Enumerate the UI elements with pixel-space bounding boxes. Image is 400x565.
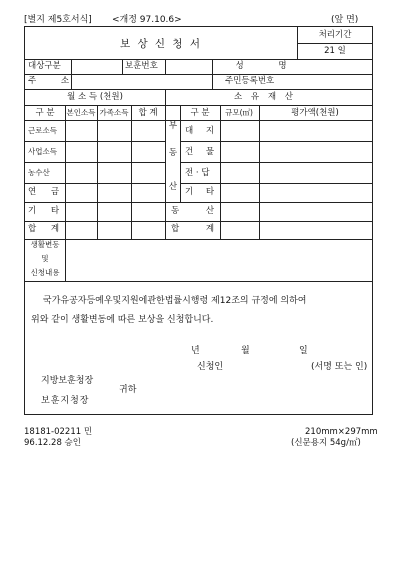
rule	[71, 59, 72, 89]
rule	[165, 89, 166, 239]
date-year-label: 년	[191, 346, 200, 356]
rule	[25, 221, 372, 222]
address-label: 주 소	[28, 76, 70, 86]
recipient-regional: 지방보훈청장	[41, 376, 94, 386]
income-col-self: 본인소득	[66, 108, 96, 117]
income-col-family: 가족소득	[99, 108, 129, 117]
rule	[25, 183, 165, 184]
income-row-label: 연 금	[28, 187, 60, 197]
assets-heading: 소 유 재 산	[234, 92, 296, 102]
rule	[25, 89, 372, 90]
rule	[25, 120, 372, 121]
rule	[297, 27, 298, 59]
revision-note: <개정 97.10.6>	[112, 15, 182, 25]
rule	[25, 74, 372, 75]
rule	[180, 183, 372, 184]
paper-size: 210mm×297mm	[305, 427, 378, 437]
rule	[25, 202, 372, 203]
change-label: 및	[41, 254, 49, 263]
rule	[25, 162, 165, 163]
application-form	[24, 26, 373, 415]
processing-period-value: 21 일	[324, 46, 346, 56]
veteran-number-label: 보훈번호	[125, 61, 158, 71]
rule	[297, 43, 372, 44]
asset-row-label: 동 산	[171, 206, 215, 216]
rule	[212, 59, 213, 89]
real-estate-label: 동	[168, 148, 178, 158]
form-title: 보 상 신 청 서	[119, 38, 203, 50]
page-side-label: (앞 면)	[331, 15, 359, 25]
rule	[180, 105, 181, 202]
rule	[259, 105, 260, 239]
applicant-label: 신청인	[197, 362, 224, 372]
income-row-label: 사업소득	[28, 147, 57, 156]
rule	[165, 59, 166, 74]
asset-col-type: 구 분	[190, 108, 210, 118]
rule	[25, 105, 372, 106]
form-number: [별지 제5호서식]	[24, 15, 92, 25]
real-estate-label: 부	[168, 121, 178, 131]
rule	[25, 281, 372, 282]
rule	[97, 105, 98, 239]
income-row-label: 기 타	[28, 206, 60, 216]
rule	[180, 162, 372, 163]
recipient-honorific: 귀하	[119, 385, 137, 395]
change-label: 신청내용	[30, 268, 60, 277]
rule	[65, 105, 66, 239]
rule	[25, 239, 372, 240]
statement-line-1: 국가유공자등예우및지원에관한법률시행령 제12조의 규정에 의하여	[43, 296, 307, 306]
rule	[122, 59, 123, 74]
asset-col-scale: 규모(㎡)	[225, 108, 253, 117]
rule	[220, 105, 221, 239]
income-col-total: 합 계	[138, 108, 158, 118]
rule	[65, 239, 66, 281]
name-label: 성 명	[235, 61, 287, 71]
processing-period-label: 처리기간	[318, 30, 352, 40]
income-row-label: 합 계	[28, 224, 60, 234]
signature-note: (서명 또는 인)	[311, 362, 368, 372]
statement-line-2: 위와 같이 생활변동에 따른 보상을 신청합니다.	[31, 315, 214, 325]
income-col-type: 구 분	[35, 108, 55, 118]
income-row-label: 근로소득	[28, 126, 57, 135]
resident-number-label: 주민등록번호	[225, 76, 275, 86]
asset-col-value: 평가액(천원)	[291, 108, 339, 118]
asset-row-label: 기 타	[185, 187, 215, 197]
approval-date: 96.12.28 승인	[24, 438, 81, 448]
form-code: 18181-02211 민	[24, 427, 93, 437]
asset-row-label: 대 지	[185, 126, 215, 136]
income-row-label: 농수산	[28, 168, 50, 177]
asset-row-label: 전 · 답	[185, 168, 210, 178]
date-day-label: 일	[299, 346, 308, 356]
real-estate-label: 산	[168, 182, 178, 192]
asset-row-label: 합 계	[171, 224, 215, 234]
change-label: 생활변동	[30, 240, 60, 249]
income-heading: 월 소 득 (천원)	[67, 92, 123, 102]
rule	[25, 141, 165, 142]
rule	[180, 141, 372, 142]
rule	[25, 59, 372, 60]
asset-row-label: 건 물	[185, 147, 215, 157]
recipient-branch: 보훈지청장	[41, 396, 90, 406]
paper-type: (신문용지 54g/㎡)	[291, 438, 361, 448]
date-month-label: 월	[241, 346, 250, 356]
rule	[131, 105, 132, 239]
target-type-label: 대상구분	[28, 61, 61, 71]
